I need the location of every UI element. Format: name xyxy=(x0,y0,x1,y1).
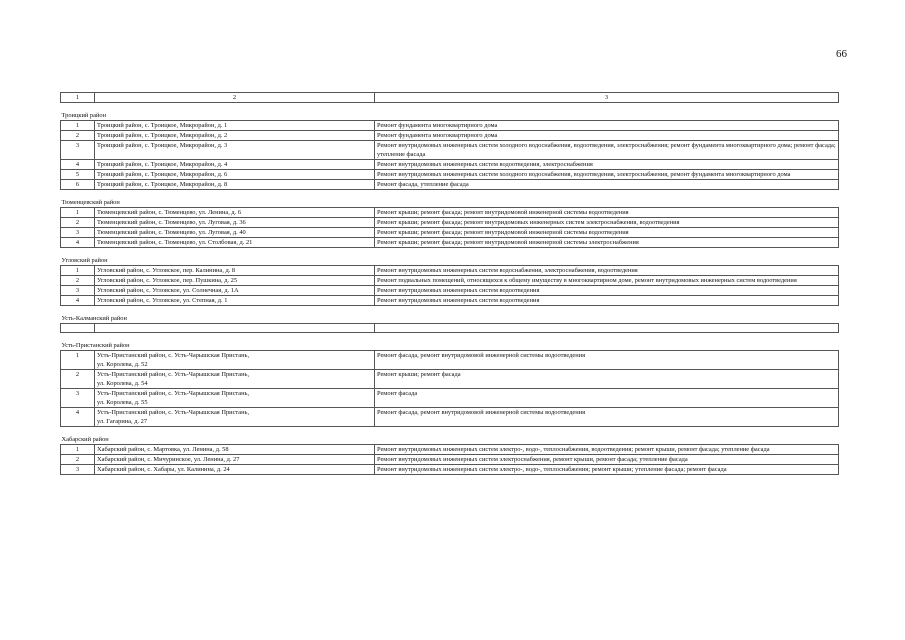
address-line: Хабарский район, с. Хабары, ул. Калинина, д. 24 xyxy=(97,466,230,473)
spacer-cell xyxy=(61,248,839,257)
address-line: Угловский район, с. Угловское, ул. Солнечная, д. 1А xyxy=(97,287,239,294)
number-cell: 4 xyxy=(61,408,95,427)
address-line: ул. Королева, д. 52 xyxy=(97,361,148,368)
address-line: Хабарский район, с. Мичуринское, ул. Ленина, д. 27 xyxy=(97,456,240,463)
work-cell: Ремонт внутридомовых инженерных систем водоотведения xyxy=(375,296,839,306)
address-line: Усть-Пристанский район, с. Усть-Чарышская Пристань, xyxy=(97,409,250,416)
address-line: Троицкий район, с. Троицкое, Микрорайон, д. 2 xyxy=(97,132,228,139)
address-cell xyxy=(95,465,375,475)
address-line: Угловский район, с. Угловское, ул. Степная, д. 1 xyxy=(97,297,228,304)
address-line: Тюменцевский район, с. Тюменцево, ул. Ленина, д. 6 xyxy=(97,209,242,216)
table-row xyxy=(61,445,839,455)
table-row xyxy=(61,276,839,286)
column-header: 1 xyxy=(61,93,95,103)
address-cell xyxy=(95,408,375,427)
table-row xyxy=(61,228,839,238)
number-cell: 2 xyxy=(61,276,95,286)
number-cell: 1 xyxy=(61,266,95,276)
spacer-cell xyxy=(61,190,839,199)
address-cell xyxy=(95,160,375,170)
address-line: Тюменцевский район, с. Тюменцево, ул. Столбовая, д. 21 xyxy=(97,239,253,246)
work-cell: Ремонт внутридомовых инженерных систем водоснабжения, электроснабжения, водоотведения xyxy=(375,266,839,276)
address-cell xyxy=(95,351,375,370)
address-cell xyxy=(95,170,375,180)
table-row xyxy=(61,218,839,228)
address-cell xyxy=(95,121,375,131)
work-cell: Ремонт внутридомовых инженерных систем водоотведения, электроснабжения xyxy=(375,160,839,170)
table-row xyxy=(61,170,839,180)
address-line: Усть-Пристанский район, с. Усть-Чарышская Пристань, xyxy=(97,371,250,378)
table-row xyxy=(61,286,839,296)
address-cell xyxy=(95,370,375,389)
work-cell: Ремонт крыши; ремонт фасада; ремонт внутридомовой инженерной системы электроснабжения xyxy=(375,238,839,248)
work-cell: Ремонт внутридомовых инженерных систем электро-, водо-, теплоснабжения, водоотведения; ремонт крыши, ремонт фасада; утепление фасада xyxy=(375,445,839,455)
address-cell xyxy=(95,389,375,408)
work-cell: Ремонт внутридомовых инженерных систем электро-, водо-, теплоснабжения; ремонт крыши; утепление фасада; ремонт фасада xyxy=(375,465,839,475)
table-row xyxy=(61,296,839,306)
address-cell xyxy=(95,455,375,465)
number-cell: 3 xyxy=(61,389,95,408)
address-cell xyxy=(95,324,375,333)
work-cell: Ремонт крыши; ремонт фасада; ремонт внутридомовых инженерных систем электроснабжения, водоотведения xyxy=(375,218,839,228)
number-cell: 1 xyxy=(61,445,95,455)
address-cell xyxy=(95,180,375,190)
section-title: Троицкий район xyxy=(61,112,107,119)
section-title-row xyxy=(61,198,839,208)
table-row xyxy=(61,208,839,218)
address-cell xyxy=(95,445,375,455)
number-cell: 6 xyxy=(61,180,95,190)
page-number: 66 xyxy=(836,48,847,60)
work-cell: Ремонт крыши; ремонт фасада; ремонт внутридомовой инженерной системы водоотведения xyxy=(375,208,839,218)
section-title: Тюменцевский район xyxy=(61,199,120,206)
address-line: Угловский район, с. Угловское, пер. Калинина, д. 8 xyxy=(97,267,236,274)
work-cell: Ремонт крыши; ремонт фасада; ремонт внутридомовой инженерной системы водоотведения xyxy=(375,228,839,238)
section-title: Угловский район xyxy=(61,257,108,264)
section-spacer xyxy=(61,333,839,342)
number-cell: 3 xyxy=(61,286,95,296)
work-cell: Ремонт фундамента многоквартирного дома xyxy=(375,121,839,131)
spacer-cell xyxy=(61,333,839,342)
address-cell xyxy=(95,131,375,141)
number-cell: 4 xyxy=(61,238,95,248)
table-row xyxy=(61,370,839,389)
number-cell: 1 xyxy=(61,208,95,218)
number-cell: 4 xyxy=(61,160,95,170)
address-cell xyxy=(95,238,375,248)
address-line: Хабарский район, с. Мартовка, ул. Ленина, д. 58 xyxy=(97,446,229,453)
empty-row xyxy=(61,324,839,333)
section-title-row xyxy=(61,111,839,121)
section-title: Усть-Пристанский район xyxy=(61,342,130,349)
table-row xyxy=(61,266,839,276)
work-cell: Ремонт фасада, ремонт внутридомовой инженерной системы водоотведения xyxy=(375,351,839,370)
number-cell: 5 xyxy=(61,170,95,180)
address-cell xyxy=(95,286,375,296)
table-row xyxy=(61,389,839,408)
table-row xyxy=(61,131,839,141)
work-cell: Ремонт подвальных помещений, относящихся к общему имуществу в многоквартирном доме, ремонт внутридомовых инженерных систем водоотведения xyxy=(375,276,839,286)
number-cell: 4 xyxy=(61,296,95,306)
address-cell xyxy=(95,296,375,306)
column-header: 2 xyxy=(95,93,375,103)
spacer-cell xyxy=(61,427,839,436)
address-line: Троицкий район, с. Троицкое, Микрорайон, д. 8 xyxy=(97,181,228,188)
column-number-row xyxy=(61,93,839,103)
section-spacer xyxy=(61,306,839,315)
section-spacer xyxy=(61,427,839,436)
address-line: Троицкий район, с. Троицкое, Микрорайон, д. 6 xyxy=(97,171,228,178)
address-line: Тюменцевский район, с. Тюменцево, ул. Луговая, д. 36 xyxy=(97,219,246,226)
work-cell: Ремонт внутридомовых инженерных систем электроснабжения, ремонт крыши, ремонт фасада; утепление фасада xyxy=(375,455,839,465)
address-cell xyxy=(95,141,375,160)
address-line: ул. Королева, д. 55 xyxy=(97,399,148,406)
address-cell xyxy=(95,228,375,238)
spacer-cell xyxy=(61,103,839,112)
number-cell xyxy=(61,324,95,333)
section-spacer xyxy=(61,190,839,199)
work-cell xyxy=(375,324,839,333)
address-line: Усть-Пристанский район, с. Усть-Чарышская Пристань, xyxy=(97,390,250,397)
work-cell: Ремонт крыши; ремонт фасада xyxy=(375,370,839,389)
section-spacer xyxy=(61,248,839,257)
column-header: 3 xyxy=(375,93,839,103)
number-cell: 2 xyxy=(61,218,95,228)
address-cell xyxy=(95,208,375,218)
table-row xyxy=(61,408,839,427)
spacer-cell xyxy=(61,306,839,315)
number-cell: 1 xyxy=(61,351,95,370)
number-cell: 3 xyxy=(61,141,95,160)
section-title-row xyxy=(61,314,839,324)
work-cell: Ремонт фасада xyxy=(375,389,839,408)
address-line: ул. Королева, д. 54 xyxy=(97,380,148,387)
table-row xyxy=(61,455,839,465)
table-row xyxy=(61,465,839,475)
table-row xyxy=(61,141,839,160)
number-cell: 3 xyxy=(61,465,95,475)
table-row xyxy=(61,351,839,370)
address-line: ул. Гагарина, д. 27 xyxy=(97,418,148,425)
work-cell: Ремонт внутридомовых инженерных систем холодного водоснабжения, водоотведения, электроснабжения, ремонт фундамента многоквартирного дома xyxy=(375,170,839,180)
section-title-row xyxy=(61,256,839,266)
work-cell: Ремонт внутридомовых инженерных систем холодного водоснабжения, водоотведения, электроснабжения; ремонт фундамента многоквартирного дома; ремонт фасада; утепление фасада xyxy=(375,141,839,160)
work-cell: Ремонт внутридомовых инженерных систем водоотведения xyxy=(375,286,839,296)
address-line: Усть-Пристанский район, с. Усть-Чарышская Пристань, xyxy=(97,352,250,359)
work-cell: Ремонт фасада, ремонт внутридомовой инженерной системы водоотведения xyxy=(375,408,839,427)
number-cell: 2 xyxy=(61,455,95,465)
address-cell xyxy=(95,218,375,228)
repair-program-table xyxy=(60,92,839,475)
work-cell: Ремонт фундамента многоквартирного дома xyxy=(375,131,839,141)
table-row xyxy=(61,160,839,170)
address-line: Угловский район, с. Угловское, пер. Пушкина, д. 25 xyxy=(97,277,238,284)
section-title: Хабарский район xyxy=(61,436,109,443)
table-row xyxy=(61,238,839,248)
number-cell: 2 xyxy=(61,370,95,389)
work-cell: Ремонт фасада, утепление фасада xyxy=(375,180,839,190)
address-line: Троицкий район, с. Троицкое, Микрорайон, д. 4 xyxy=(97,161,228,168)
number-cell: 1 xyxy=(61,121,95,131)
number-cell: 3 xyxy=(61,228,95,238)
number-cell: 2 xyxy=(61,131,95,141)
section-title: Усть-Калманский район xyxy=(61,315,127,322)
section-title-row xyxy=(61,341,839,351)
address-cell xyxy=(95,266,375,276)
table-row xyxy=(61,180,839,190)
table-body xyxy=(61,93,839,475)
address-cell xyxy=(95,276,375,286)
table-row xyxy=(61,121,839,131)
address-line: Тюменцевский район, с. Тюменцево, ул. Луговая, д. 40 xyxy=(97,229,246,236)
section-title-row xyxy=(61,435,839,445)
address-line: Троицкий район, с. Троицкое, Микрорайон, д. 1 xyxy=(97,122,228,129)
section-spacer xyxy=(61,103,839,112)
address-line: Троицкий район, с. Троицкое, Микрорайон, д. 3 xyxy=(97,142,228,149)
